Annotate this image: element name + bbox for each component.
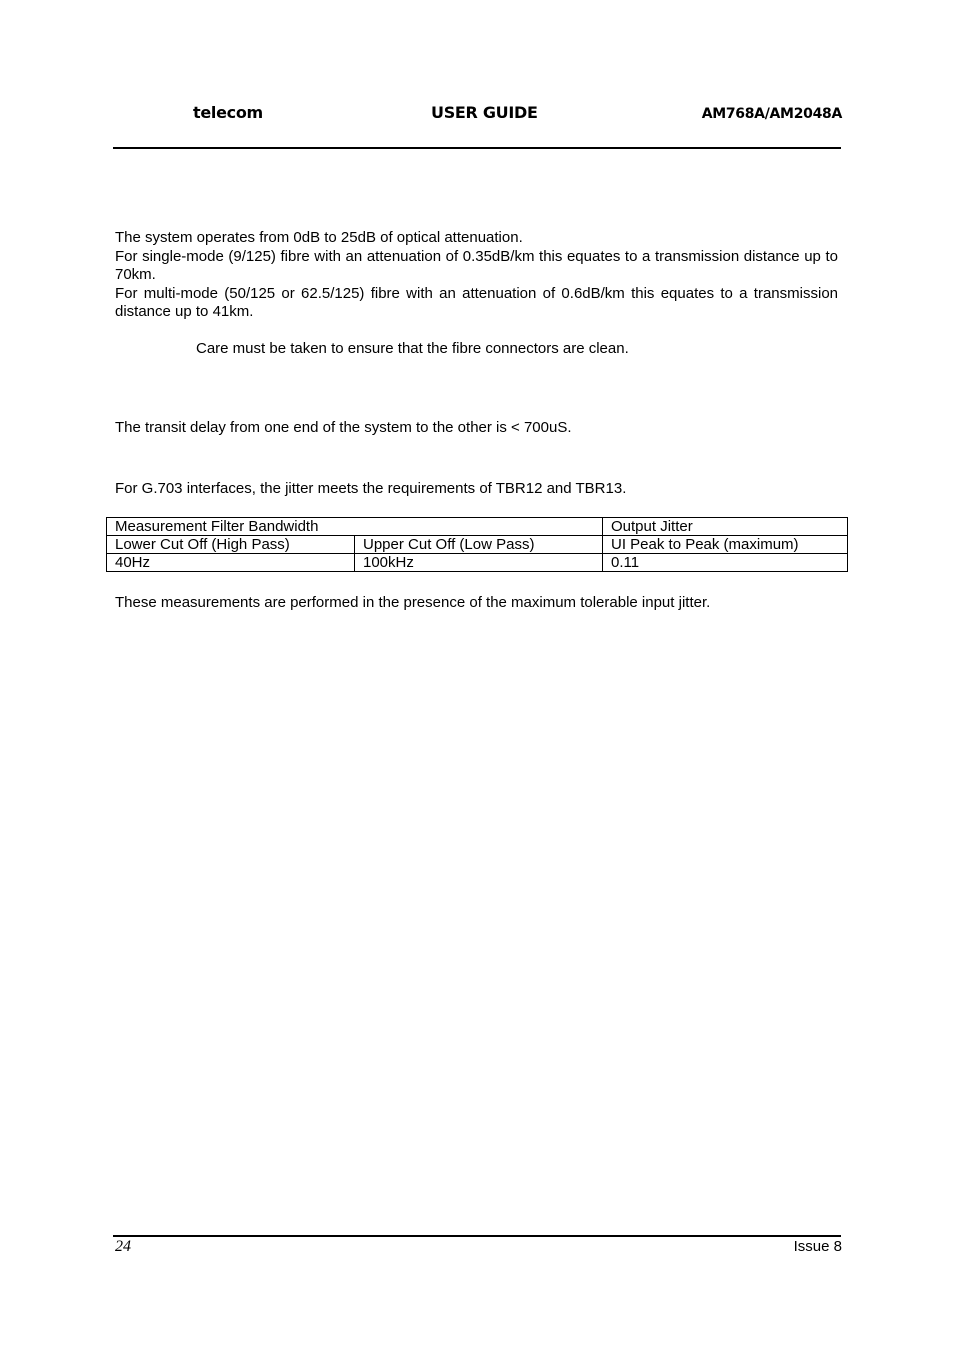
table-cell: Upper Cut Off (Low Pass) — [355, 536, 603, 554]
page-number: 24 — [115, 1238, 131, 1255]
table-cell: 0.11 — [603, 554, 848, 572]
table-cell: 40Hz — [107, 554, 355, 572]
table-cell: Measurement Filter Bandwidth — [107, 518, 603, 536]
header-model: AM768A/AM2048A — [701, 106, 842, 122]
header-rule — [113, 147, 841, 149]
issue-label: Issue 8 — [793, 1238, 842, 1255]
table-cell: Lower Cut Off (High Pass) — [107, 536, 355, 554]
table-row — [107, 536, 848, 554]
table-cell: 100kHz — [355, 554, 603, 572]
jitter-table — [106, 517, 848, 572]
measurement-note: These measurements are performed in the presence of the maximum tolerable input jitter. — [115, 594, 711, 611]
table-row — [107, 518, 848, 536]
multi-mode-line: For multi-mode (50/125 or 62.5/125) fibre with an attenuation of 0.6dB/km this equates to a transmission distance up to 41km. — [115, 284, 838, 320]
attenuation-line: The system operates from 0dB to 25dB of optical attenuation. — [115, 229, 523, 246]
table-cell: UI Peak to Peak (maximum) — [603, 536, 848, 554]
footer-rule — [113, 1235, 841, 1237]
jitter-paragraph: For G.703 interfaces, the jitter meets the requirements of TBR12 and TBR13. — [115, 480, 627, 497]
transit-delay-paragraph: The transit delay from one end of the system to the other is < 700uS. — [115, 419, 572, 436]
table-cell: Output Jitter — [603, 518, 848, 536]
header-title: USER GUIDE — [431, 103, 538, 122]
care-note: Care must be taken to ensure that the fibre connectors are clean. — [196, 340, 629, 357]
single-mode-line: For single-mode (9/125) fibre with an attenuation of 0.35dB/km this equates to a transmission distance up to 70km. — [115, 247, 838, 283]
attenuation-paragraph — [115, 229, 838, 322]
header-brand: telecom — [193, 103, 263, 122]
table-row — [107, 554, 848, 572]
